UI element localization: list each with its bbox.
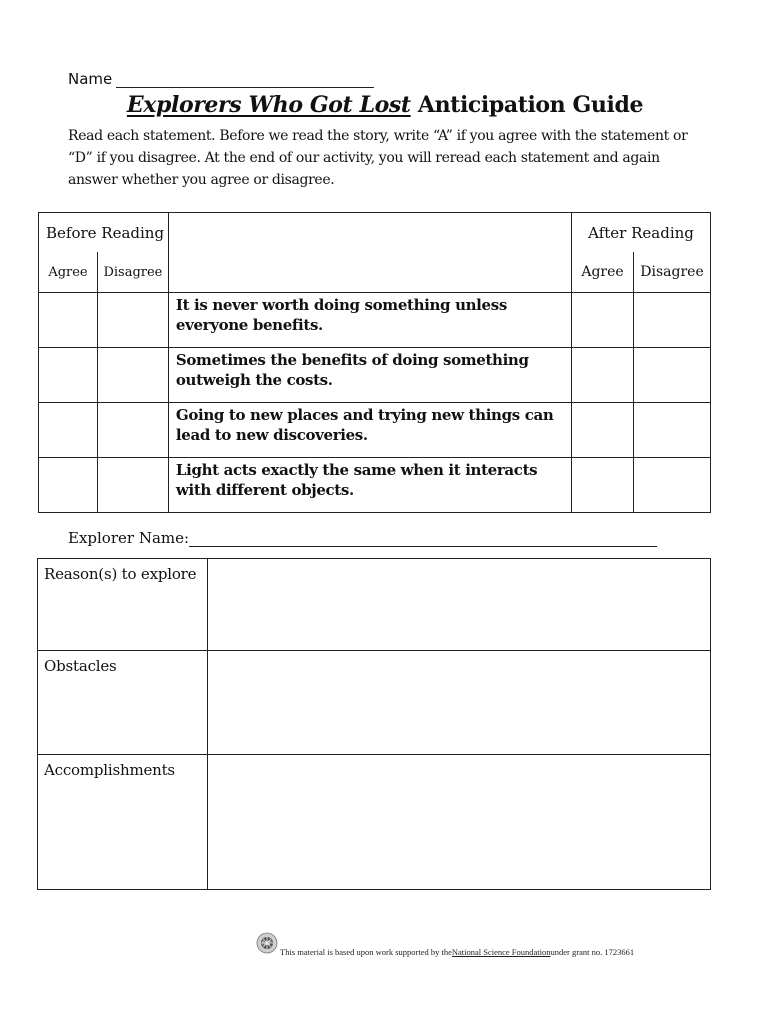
after-disagree-cell[interactable] <box>634 458 711 513</box>
name-label: Name <box>68 70 113 88</box>
table-row <box>38 559 711 651</box>
after-agree-cell[interactable] <box>572 403 634 458</box>
explorer-name-label: Explorer Name: <box>68 529 190 547</box>
svg-text:NSF: NSF <box>262 940 272 947</box>
obstacles-label: Obstacles <box>38 651 208 755</box>
statement-2: Sometimes the benefits of doing something outweigh the costs. <box>168 348 571 403</box>
statement-4: Light acts exactly the same when it interacts with different objects. <box>168 458 571 513</box>
before-agree-cell[interactable] <box>39 458 98 513</box>
obstacles-answer[interactable] <box>207 651 710 755</box>
before-reading-header: Before Reading <box>39 213 169 253</box>
before-disagree-header: Disagree <box>97 252 168 293</box>
before-disagree-cell[interactable] <box>97 403 168 458</box>
before-agree-cell[interactable] <box>39 348 98 403</box>
explorer-notes-table <box>37 558 711 890</box>
nsf-logo-icon <box>256 932 278 954</box>
reasons-to-explore-answer[interactable] <box>207 559 710 651</box>
accomplishments-label: Accomplishments <box>38 755 208 890</box>
after-agree-header: Agree <box>572 252 634 293</box>
before-agree-cell[interactable] <box>39 403 98 458</box>
after-agree-cell[interactable] <box>572 458 634 513</box>
table-row <box>38 755 711 890</box>
footer-note <box>256 935 634 957</box>
title-rest: Anticipation Guide <box>410 92 644 118</box>
after-agree-cell[interactable] <box>572 293 634 348</box>
footer-text-after: under grant no. 1723661 <box>550 947 635 957</box>
before-disagree-cell[interactable] <box>97 458 168 513</box>
table-row <box>39 293 711 348</box>
explorer-name-row <box>68 529 657 547</box>
after-disagree-cell[interactable] <box>634 293 711 348</box>
nsf-link[interactable]: National Science Foundation <box>451 947 551 957</box>
before-agree-cell[interactable] <box>39 293 98 348</box>
statement-3: Going to new places and trying new things can lead to new discoveries. <box>168 403 571 458</box>
after-reading-header: After Reading <box>572 213 711 253</box>
statement-1: It is never worth doing something unless everyone benefits. <box>168 293 571 348</box>
table-row <box>39 403 711 458</box>
title-italic: Explorers Who Got Lost <box>126 92 411 118</box>
name-field-row <box>68 70 374 88</box>
page-title <box>0 92 770 118</box>
table-row <box>39 348 711 403</box>
statement-header-cell <box>168 213 571 293</box>
after-agree-cell[interactable] <box>572 348 634 403</box>
reasons-to-explore-label: Reason(s) to explore <box>38 559 208 651</box>
accomplishments-answer[interactable] <box>207 755 710 890</box>
table-row <box>39 458 711 513</box>
name-blank-line[interactable] <box>116 73 374 88</box>
before-agree-header: Agree <box>39 252 98 293</box>
after-disagree-cell[interactable] <box>634 348 711 403</box>
explorer-name-blank-line[interactable] <box>189 530 657 547</box>
anticipation-guide-table <box>38 212 711 513</box>
after-disagree-header: Disagree <box>634 252 711 293</box>
instructions-text: Read each statement. Before we read the story, write “A” if you agree with the statement or “D” if you disagree. At the end of our activity, you will reread each statement and again answer whether you agree or disagree. <box>68 128 688 188</box>
table-row <box>38 651 711 755</box>
footer-text-before: This material is based upon work supported by the <box>280 947 452 957</box>
after-disagree-cell[interactable] <box>634 403 711 458</box>
before-disagree-cell[interactable] <box>97 348 168 403</box>
before-disagree-cell[interactable] <box>97 293 168 348</box>
